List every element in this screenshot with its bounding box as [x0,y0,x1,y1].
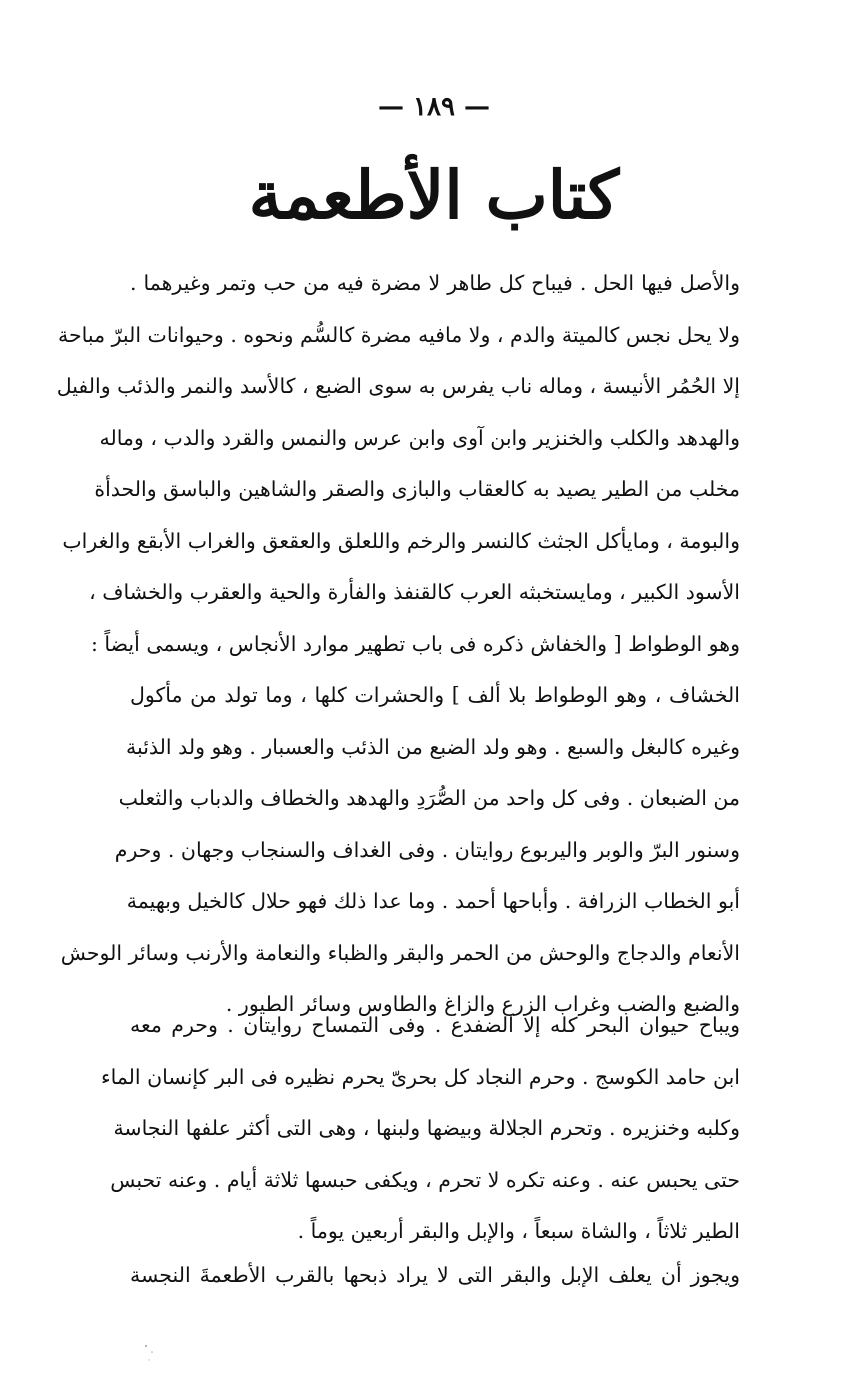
scan-speck-mark [138,1338,178,1368]
text-line: وهو الوطواط [ والخفاش ذكره فى باب تطهير موارد الأنجاس ، ويسمى أيضاً : [90,631,740,656]
text-line: وغيره كالبغل والسبع . وهو ولد الضبع من الذئب والعسبار . وهو ولد الذئبة [126,734,740,759]
text-line: ويباح حيوان البحر كله إلا الضفدع . وفى التمساح روايتان . وحرم معه [130,1013,740,1037]
text-line: الطير ثلاثاً ، والشاة سبعاً ، والإبل والبقر أربعين يوماً . [297,1219,740,1243]
page-number: — ١٨٩ — [377,92,491,122]
text-line: الخشاف ، وهو الوطواط بلا ألف ] والحشرات كلها ، وما تولد من مأكول [130,683,740,707]
text-line: ولا يحل نجس كالميتة والدم ، ولا مافيه مضرة كالسُّم ونحوه . وحيوانات البرّ مباحة [57,322,740,347]
text-line: ويجوز أن يعلف الإبل والبقر التى لا يراد ذبحها بالقرب الأطعمةَ النجسة [130,1263,740,1287]
text-line: حتى يحبس عنه . وعنه تكره لا تحرم ، ويكفى حبسها ثلاثة أيام . وعنه تحبس [110,1167,740,1192]
text-line: الأنعام والدجاج والوحش من الحمر والبقر والظباء والنعامة والأرنب وسائر الوحش [60,940,740,965]
text-line: والأصل فيها الحل . فيباح كل طاهر لا مضرة فيه من حب وتمر وغيرهما . [130,271,740,295]
text-line: مخلب من الطير يصيد به كالعقاب والبازى والصقر والشاهين والباسق والحدأة [94,477,740,501]
text-line: الأسود الكبير ، ومايستخبثه العرب كالقنفذ والفأرة والحية والعقرب والخشاف ، [89,580,740,604]
paragraph-3 [130,1250,740,1302]
paragraph-2 [100,1000,740,1258]
text-line: إلا الحُمُر الأنيسة ، وماله ناب يفرس به سوى الضبع ، كالأسد والنمر والذئب والفيل [56,374,740,398]
chapter-title: كتاب الأطعمة [248,156,620,234]
paragraph-1 [56,258,740,1031]
text-line: أبو الخطاب الزرافة . وأباحها أحمد . وما عدا ذلك فهو حلال كالخيل وبهيمة [126,889,740,913]
text-line: والهدهد والكلب والخنزير وابن آوى وابن عرس والنمس والقرد والدب ، وماله [99,425,740,450]
text-line: وكلبه وخنزيره . وتحرم الجلالة وبيضها ولبنها ، وهى التى أكثر علفها النجاسة [113,1116,740,1140]
text-line: والضبع والضب وغراب الزرع والزاغ والطاوس وسائر الطيور . [225,992,740,1016]
text-line: من الضبعان . وفى كل واحد من الصُّرَدِ والهدهد والخطاف والدباب والثعلب [118,786,740,810]
text-line: ابن حامد الكوسج . وحرم النجاد كل بحرىّ يحرم نظيره فى البر كإنسان الماء [100,1064,740,1089]
text-line: والبومة ، ومايأكل الجثث كالنسر والرخم واللعلق والعقعق والغراب الأبقع والغراب [62,528,740,553]
text-line: وسنور البرّ والوبر واليربوع روايتان . وفى الغداف والسنجاب وجهان . وحرم [114,837,740,862]
